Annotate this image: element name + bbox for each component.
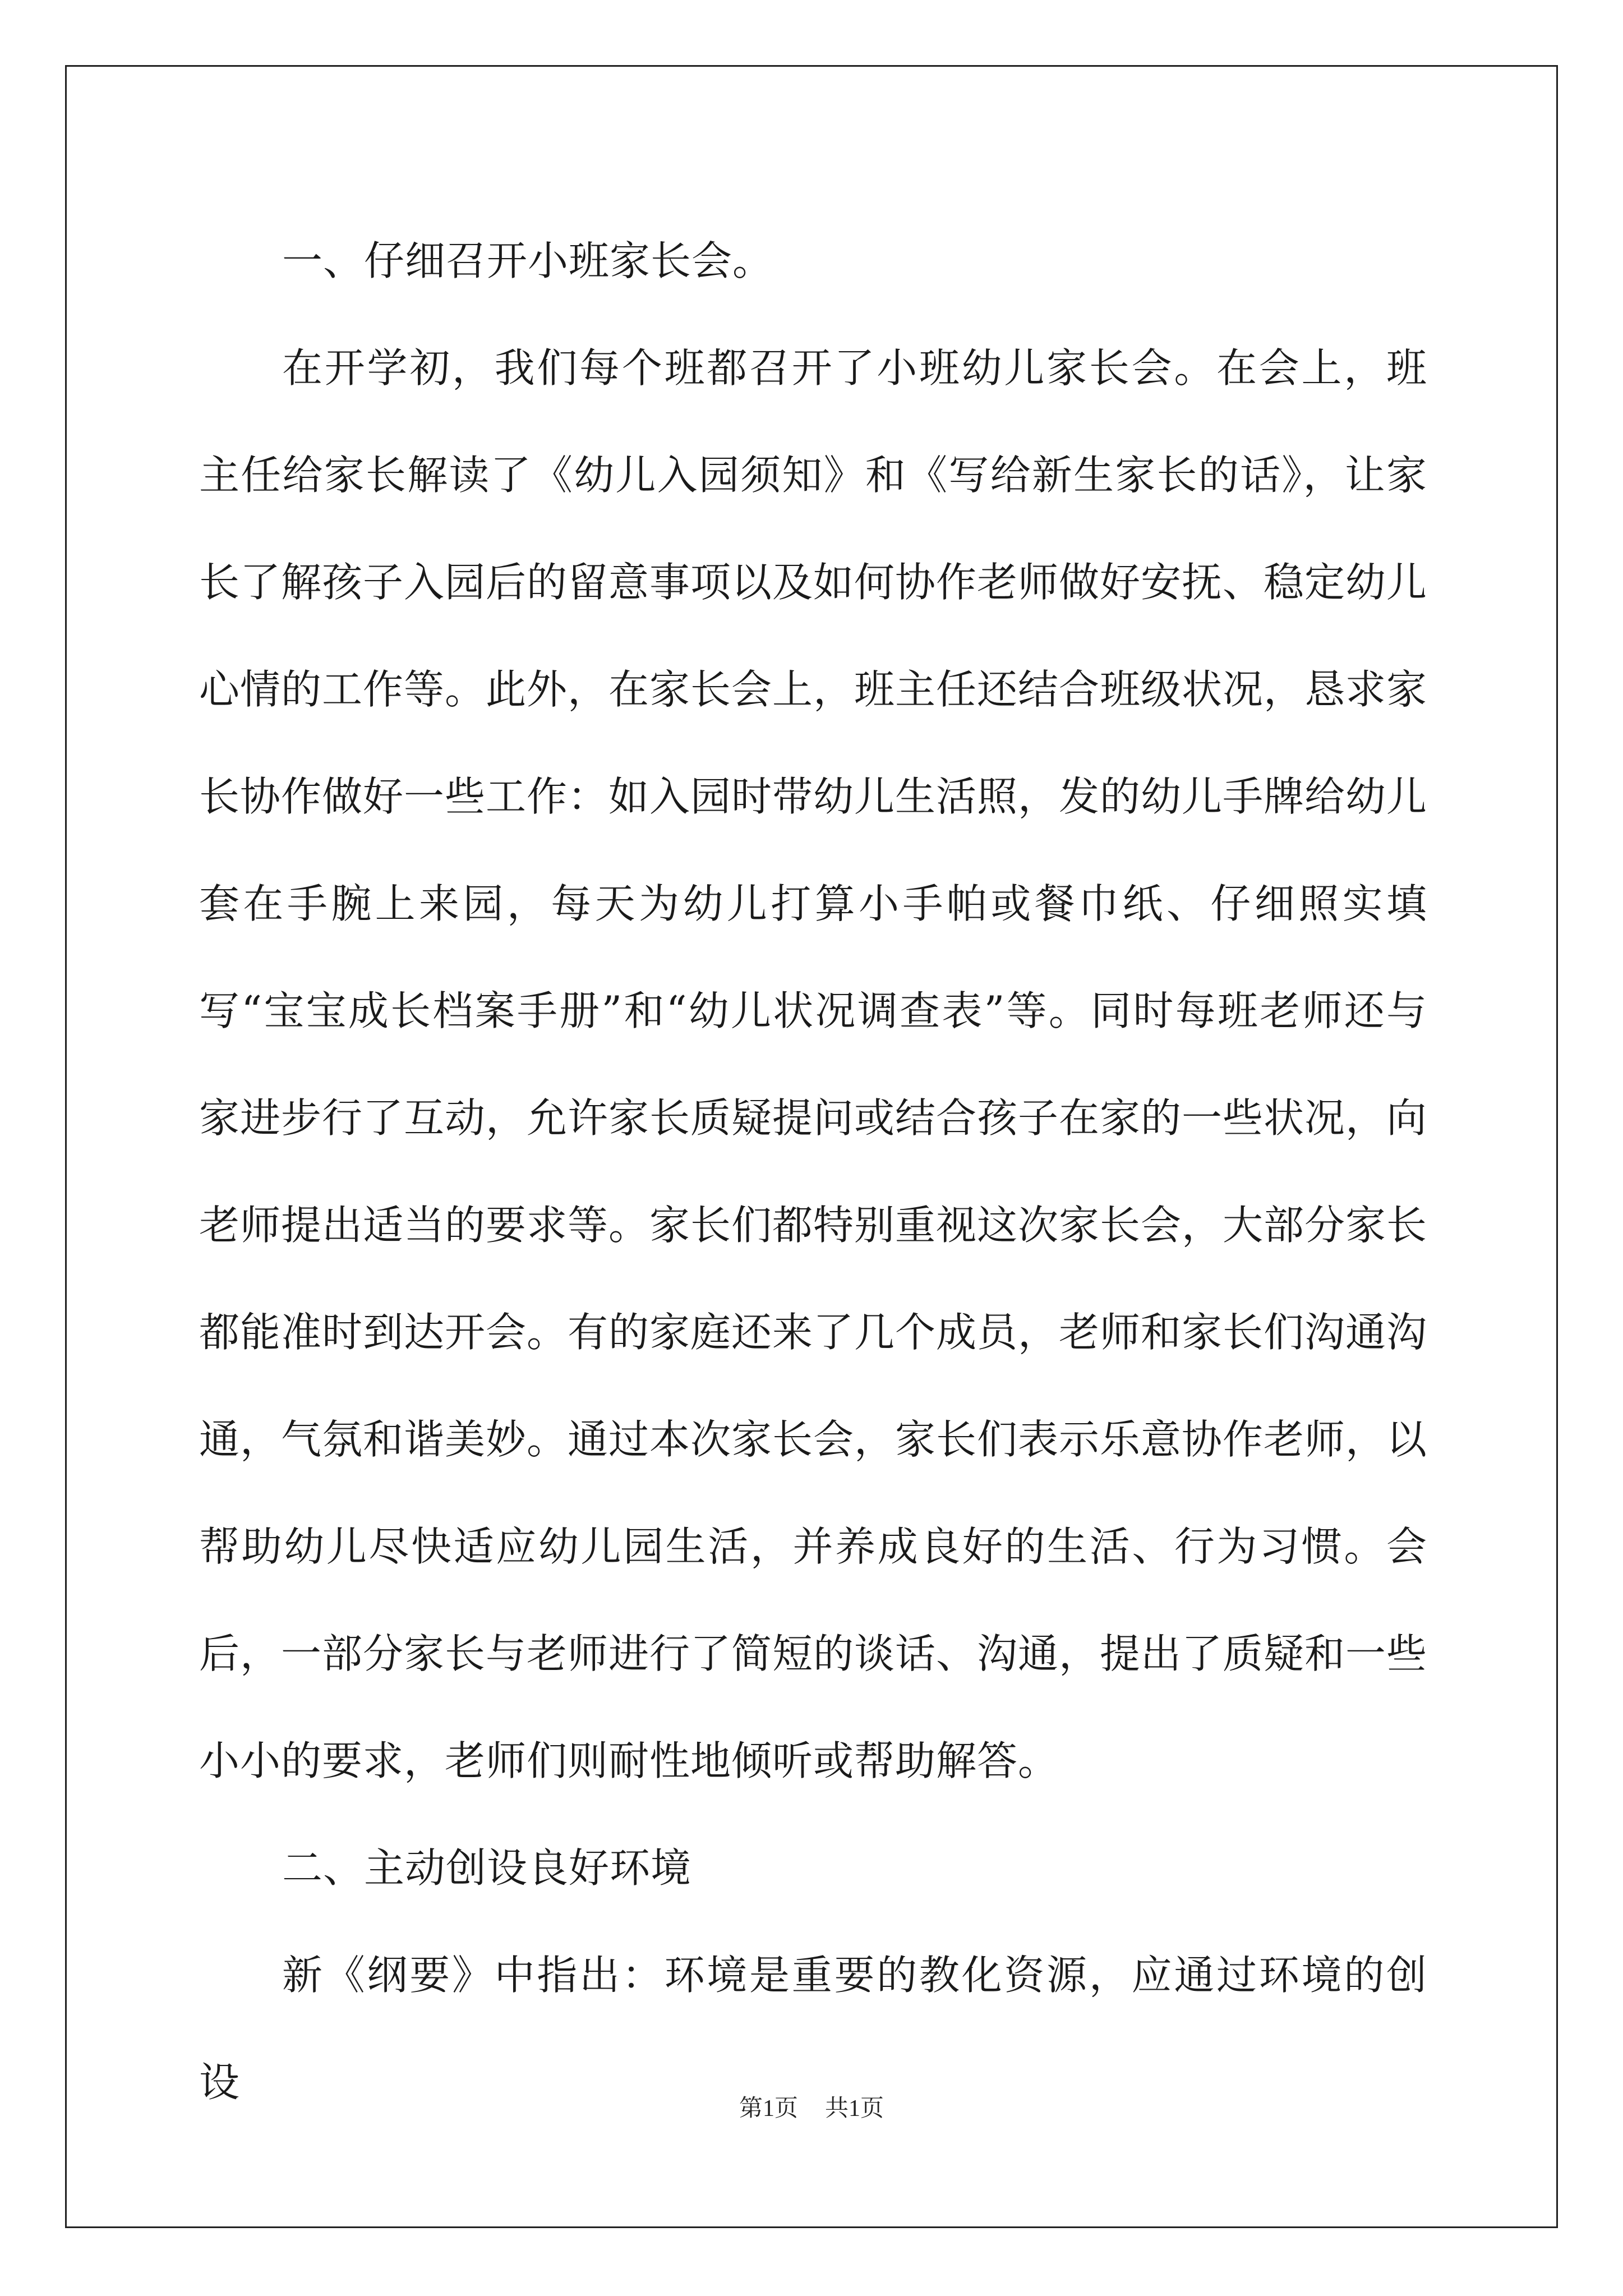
section-heading-2: 二、主动创设良好环境	[282, 1844, 692, 1892]
section-heading-1: 一、仔细召开小班家长会。	[282, 237, 774, 284]
page-footer	[0, 2090, 1623, 2123]
body-paragraph-1: 在开学初，我们每个班都召开了小班幼儿家长会。在会上，班主任给家长解读了《幼儿入园须知》和《写给新生家长的话》，让家长了解孩子入园后的留意事项以及如何协作老师做好安抚、稳定幼儿心情的工作等。此外，在家长会上，班主任还结合班级状况，恳求家长协作做好一些工作：如入园时带幼儿生活照，发的幼儿手牌给幼儿套在手腕上来园，每天为幼儿打算小手帕或餐巾纸、仔细照实填写“宝宝成长档案手册”和“幼儿状况调查表”等。同时每班老师还与家进步行了互动，允许家长质疑提问或结合孩子在家的一些状况，向老师提出适当的要求等。家长们都特别重视这次家长会，大部分家长都能准时到达开会。有的家庭还来了几个成员，老师和家长们沟通沟通，气氛和谐美妙。通过本次家长会，家长们表示乐意协作老师，以帮助幼儿尽快适应幼儿园生活，并养成良好的生活、行为习惯。会后，一部分家长与老师进行了简短的谈话、沟通，提出了质疑和一些小小的要求，老师们则耐性地倾听或帮助解答。	[199, 344, 1428, 1784]
document-body	[199, 208, 1427, 2136]
body-paragraph-2: 新《纲要》中指出：环境是重要的教化资源，应通过环境的创设	[199, 1952, 1427, 2106]
page-number: 第1页	[739, 2096, 798, 2122]
page-total: 共1页	[825, 2096, 884, 2122]
